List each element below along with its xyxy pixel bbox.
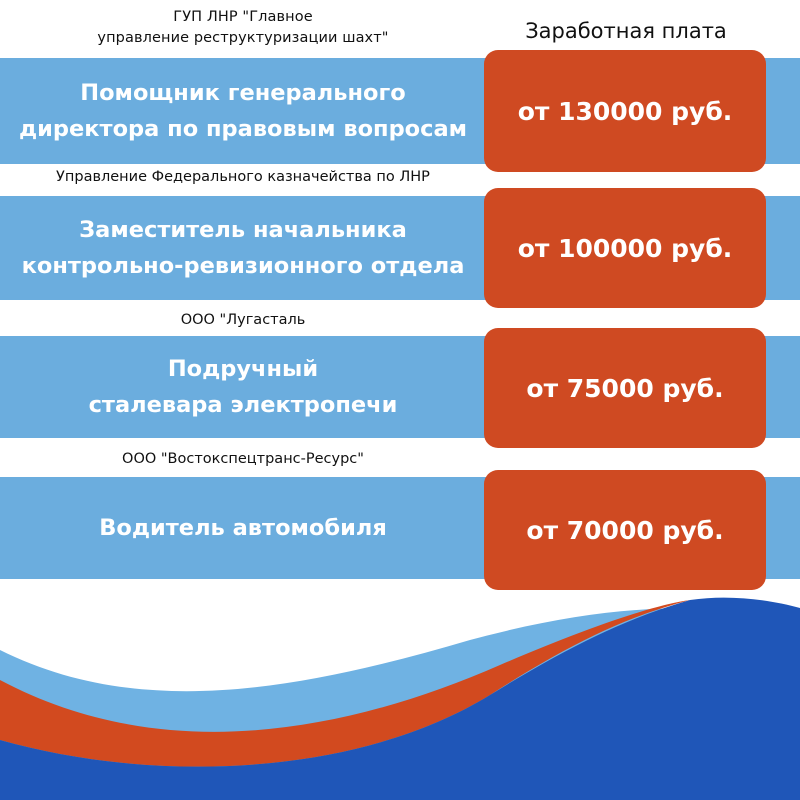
vacancy-title-4-line1: Водитель автомобиля bbox=[99, 515, 387, 541]
employer-name-2: Управление Федерального казначейства по ЛНР bbox=[56, 169, 430, 185]
employer-name-3: ООО "Лугасталь bbox=[180, 312, 306, 328]
salary-column-heading: Заработная плата bbox=[525, 19, 727, 43]
salary-value-4: от 70000 руб. bbox=[526, 515, 724, 545]
salary-value-1: от 130000 руб. bbox=[517, 96, 733, 126]
vacancy-title-3-line1: Подручный bbox=[167, 356, 319, 382]
salary-box-3 bbox=[484, 328, 766, 448]
employer-name-1-line2: управление реструктуризации шахт" bbox=[97, 30, 389, 46]
vacancy-title-1-line1: Помощник генерального bbox=[80, 80, 406, 106]
vacancy-title-2-line1: Заместитель начальника bbox=[79, 217, 407, 243]
vacancy-title-1-line2: директора по правовым вопросам bbox=[18, 116, 468, 142]
salary-box-1 bbox=[484, 50, 766, 172]
salary-value-2: от 100000 руб. bbox=[517, 233, 733, 263]
vacancy-title-1 bbox=[0, 58, 486, 164]
employer-name-4: ООО "Востокспецтранс-Ресурс" bbox=[122, 451, 364, 467]
vacancy-title-2-line2: контрольно-ревизионного отдела bbox=[21, 253, 465, 279]
vacancy-title-3 bbox=[0, 336, 486, 438]
employer-name-1-line1: ГУП ЛНР "Главное bbox=[173, 9, 313, 25]
salary-box-2 bbox=[484, 188, 766, 308]
salary-value-3: от 75000 руб. bbox=[526, 373, 724, 403]
vacancy-title-3-line2: сталевара электропечи bbox=[88, 392, 398, 418]
decorative-wave bbox=[0, 560, 800, 800]
vacancy-title-2 bbox=[0, 196, 486, 300]
